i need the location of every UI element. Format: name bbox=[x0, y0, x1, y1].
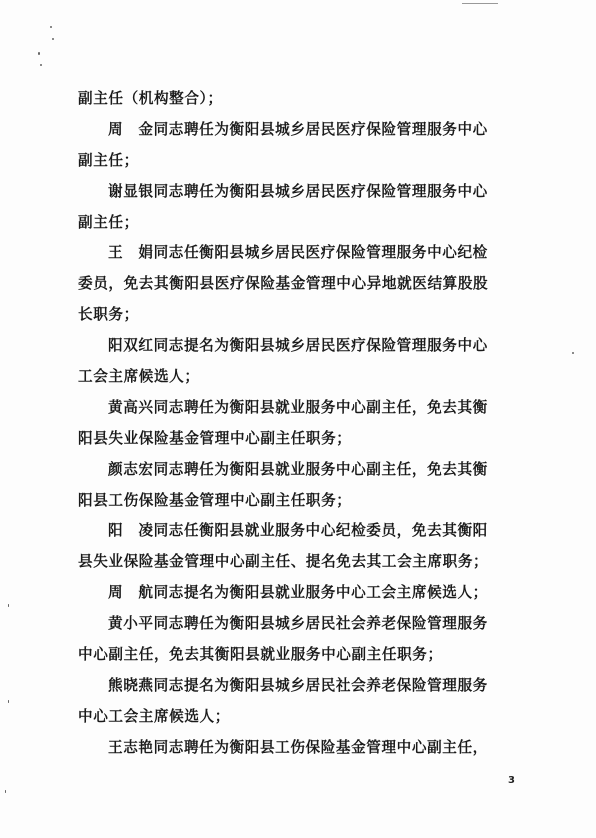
text-line: 县失业保险基金管理中心副主任、提名免去其工会主席职务； bbox=[78, 553, 489, 571]
text-line: 阳县失业保险基金管理中心副主任职务； bbox=[78, 429, 352, 447]
text-line: 副主任； bbox=[78, 151, 139, 169]
text-line: 阳双红同志提名为衡阳县城乡居民医疗保险管理服务中心 bbox=[108, 337, 488, 355]
text-line: 熊晓燕同志提名为衡阳县城乡居民社会养老保险管理服务 bbox=[108, 676, 488, 694]
text-line: 阳 凌同志任衡阳县就业服务中心纪检委员，免去其衡阳 bbox=[108, 522, 488, 540]
scan-speck bbox=[50, 26, 52, 28]
text-line: 副主任（机构整合）； bbox=[78, 90, 223, 107]
scan-speck bbox=[52, 38, 54, 40]
text-line: 中心副主任，免去其衡阳县就业服务中心副主任职务； bbox=[78, 646, 443, 664]
text-line: 黄小平同志聘任为衡阳县城乡居民社会养老保险管理服务 bbox=[108, 615, 488, 633]
text-line: 周 航同志提名为衡阳县就业服务中心工会主席候选人； bbox=[108, 584, 488, 602]
scan-speck bbox=[5, 790, 6, 793]
text-line: 王志艳同志聘任为衡阳县工伤保险基金管理中心副主任， bbox=[108, 738, 488, 756]
text-line: 颜志宏同志聘任为衡阳县就业服务中心副主任，免去其衡 bbox=[108, 460, 488, 478]
text-line: 副主任； bbox=[78, 213, 139, 231]
text-line: 谢显银同志聘任为衡阳县城乡居民医疗保险管理服务中心 bbox=[108, 182, 488, 200]
text-line: 黄高兴同志聘任为衡阳县就业服务中心副主任，免去其衡 bbox=[108, 398, 488, 416]
document-body bbox=[78, 84, 524, 764]
scan-speck bbox=[8, 700, 9, 703]
text-line: 中心工会主席候选人； bbox=[78, 707, 230, 725]
scan-speck bbox=[38, 52, 40, 55]
page-number: 3 bbox=[508, 775, 515, 786]
scan-speck bbox=[8, 604, 9, 607]
scan-top-rule bbox=[462, 3, 498, 4]
scan-speck bbox=[40, 64, 42, 66]
text-line: 工会主席候选人； bbox=[78, 368, 200, 386]
text-line: 阳县工伤保险基金管理中心副主任职务； bbox=[78, 491, 352, 509]
text-line: 王 娟同志任衡阳县城乡居民医疗保险管理服务中心纪检 bbox=[108, 244, 488, 262]
text-line: 委员，免去其衡阳县医疗保险基金管理中心异地就医结算股股 bbox=[78, 275, 489, 293]
text-line: 长职务； bbox=[78, 306, 139, 324]
scan-speck bbox=[572, 352, 574, 354]
text-line: 周 金同志聘任为衡阳县城乡居民医疗保险管理服务中心 bbox=[108, 120, 488, 138]
